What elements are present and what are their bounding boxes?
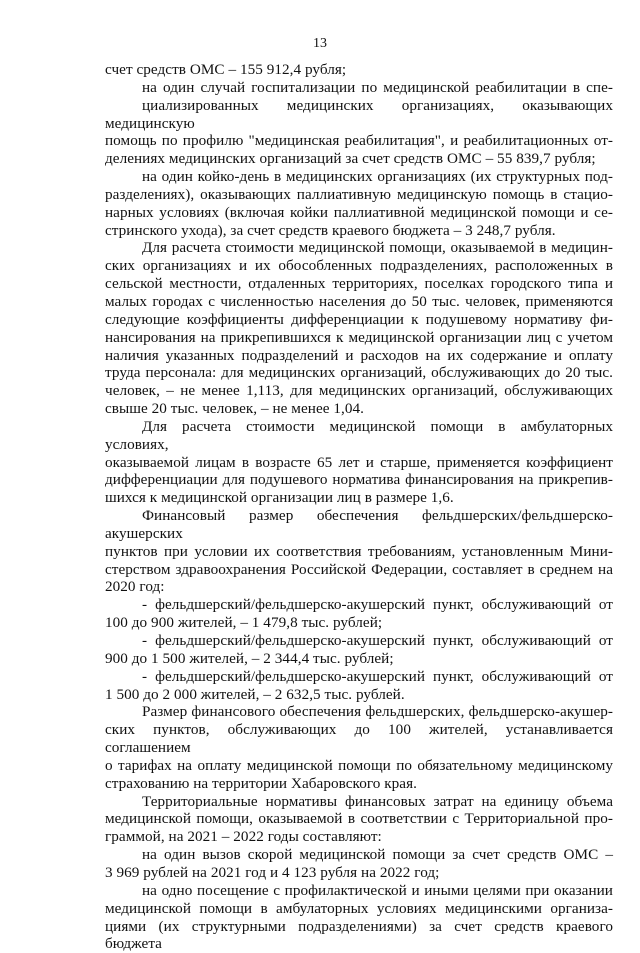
text-line: стринского ухода), за счет средств краевого бюджета – 3 248,7 рубля. xyxy=(105,222,613,240)
text-line: дифференциации для подушевого норматива финансирования на прикрепив- xyxy=(105,471,613,489)
text-line: о тарифах на оплату медицинской помощи по обязательному медицинскому xyxy=(105,757,613,775)
text-line: нарных условиях (включая койки паллиативной медицинской помощи и се- xyxy=(105,204,613,222)
text-line: циализированных медицинских организациях, оказывающих медицинскую xyxy=(105,97,613,133)
text-line: свыше 20 тыс. человек, – не менее 1,04. xyxy=(105,400,613,418)
text-line: медицинской помощи, оказываемой в соответствии с Территориальной про- xyxy=(105,810,613,828)
text-line: страхованию на территории Хабаровского края. xyxy=(105,775,613,793)
text-line: - фельдшерский/фельдшерско-акушерский пункт, обслуживающий от xyxy=(105,668,613,686)
text-line: разделениях), оказывающих паллиативную медицинскую помощь в стацио- xyxy=(105,186,613,204)
text-line: пунктов при условии их соответствия требованиям, установленным Мини- xyxy=(105,543,613,561)
text-line: - фельдшерский/фельдшерско-акушерский пункт, обслуживающий от xyxy=(105,596,613,614)
text-line: нансирования на прикрепившихся к медицинской организации лиц с учетом xyxy=(105,329,613,347)
paragraph xyxy=(105,61,613,79)
text-line: медицинской помощи в амбулаторных условиях медицинскими организа- xyxy=(105,900,613,918)
text-line: ских пунктов, обслуживающих до 100 жителей, устанавливается соглашением xyxy=(105,721,613,757)
text-line: на один койко-день в медицинских организациях (их структурных под- xyxy=(105,168,613,186)
text-line: 3 969 рублей на 2021 год и 4 123 рубля на 2022 год; xyxy=(105,864,613,882)
list-item xyxy=(105,632,613,668)
text-line: Размер финансового обеспечения фельдшерских, фельдшерско-акушер- xyxy=(105,703,613,721)
paragraph xyxy=(105,239,613,417)
text-line: граммой, на 2021 – 2022 годы составляют: xyxy=(105,828,613,846)
document-body xyxy=(105,61,613,953)
paragraph xyxy=(105,703,613,792)
text-line: счет средств ОМС – 155 912,4 рубля; xyxy=(105,61,613,79)
text-line: малых городах с численностью населения до 50 тыс. человек, применяются xyxy=(105,293,613,311)
text-line: Территориальные нормативы финансовых затрат на единицу объема xyxy=(105,793,613,811)
paragraph xyxy=(105,418,613,507)
text-line: - фельдшерский/фельдшерско-акушерский пункт, обслуживающий от xyxy=(105,632,613,650)
text-line: Для расчета стоимости медицинской помощи, оказываемой в медицин- xyxy=(105,239,613,257)
paragraph xyxy=(105,507,613,596)
paragraph xyxy=(105,168,613,239)
text-line: 2020 год: xyxy=(105,578,613,596)
text-line: помощь по профилю "медицинская реабилитация", и реабилитационных от- xyxy=(105,132,613,150)
text-line: наличия указанных подразделений и расходов на их содержание и оплату xyxy=(105,347,613,365)
paragraph xyxy=(105,846,613,882)
text-line: на один случай госпитализации по медицинской реабилитации в спе- xyxy=(105,79,613,97)
text-line: 900 до 1 500 жителей, – 2 344,4 тыс. рублей; xyxy=(105,650,613,668)
text-line: Финансовый размер обеспечения фельдшерских/фельдшерско-акушерских xyxy=(105,507,613,543)
text-line: труда персонала: для медицинских организаций, обслуживающих до 20 тыс. xyxy=(105,364,613,382)
text-line: человек, – не менее 1,113, для медицинских организаций, обслуживающих xyxy=(105,382,613,400)
text-line: на одно посещение с профилактической и иными целями при оказании xyxy=(105,882,613,900)
text-line: 100 до 900 жителей, – 1 479,8 тыс. рублей; xyxy=(105,614,613,632)
text-line: ских организациях и их обособленных подразделениях, расположенных в xyxy=(105,257,613,275)
paragraph xyxy=(105,882,613,953)
text-line: оказываемой лицам в возрасте 65 лет и старше, применяется коэффициент xyxy=(105,454,613,472)
text-line: Для расчета стоимости медицинской помощи в амбулаторных условиях, xyxy=(105,418,613,454)
text-line: делениях медицинских организаций за счет средств ОМС – 55 839,7 рубля; xyxy=(105,150,613,168)
list-item xyxy=(105,668,613,704)
text-line: сельской местности, отдаленных территориях, поселках городского типа и xyxy=(105,275,613,293)
list-item xyxy=(105,596,613,632)
text-line: на один вызов скорой медицинской помощи за счет средств ОМС – xyxy=(105,846,613,864)
text-line: циями (их структурными подразделениями) за счет средств краевого бюджета xyxy=(105,918,613,953)
page-number: 13 xyxy=(0,36,640,52)
text-line: стерством здравоохранения Российской Федерации, составляет в среднем на xyxy=(105,561,613,579)
paragraph xyxy=(105,793,613,847)
text-line: 1 500 до 2 000 жителей, – 2 632,5 тыс. рублей. xyxy=(105,686,613,704)
text-line: следующие коэффициенты дифференциации к подушевому нормативу фи- xyxy=(105,311,613,329)
paragraph xyxy=(105,79,613,168)
text-line: шихся к медицинской организации лиц в размере 1,6. xyxy=(105,489,613,507)
